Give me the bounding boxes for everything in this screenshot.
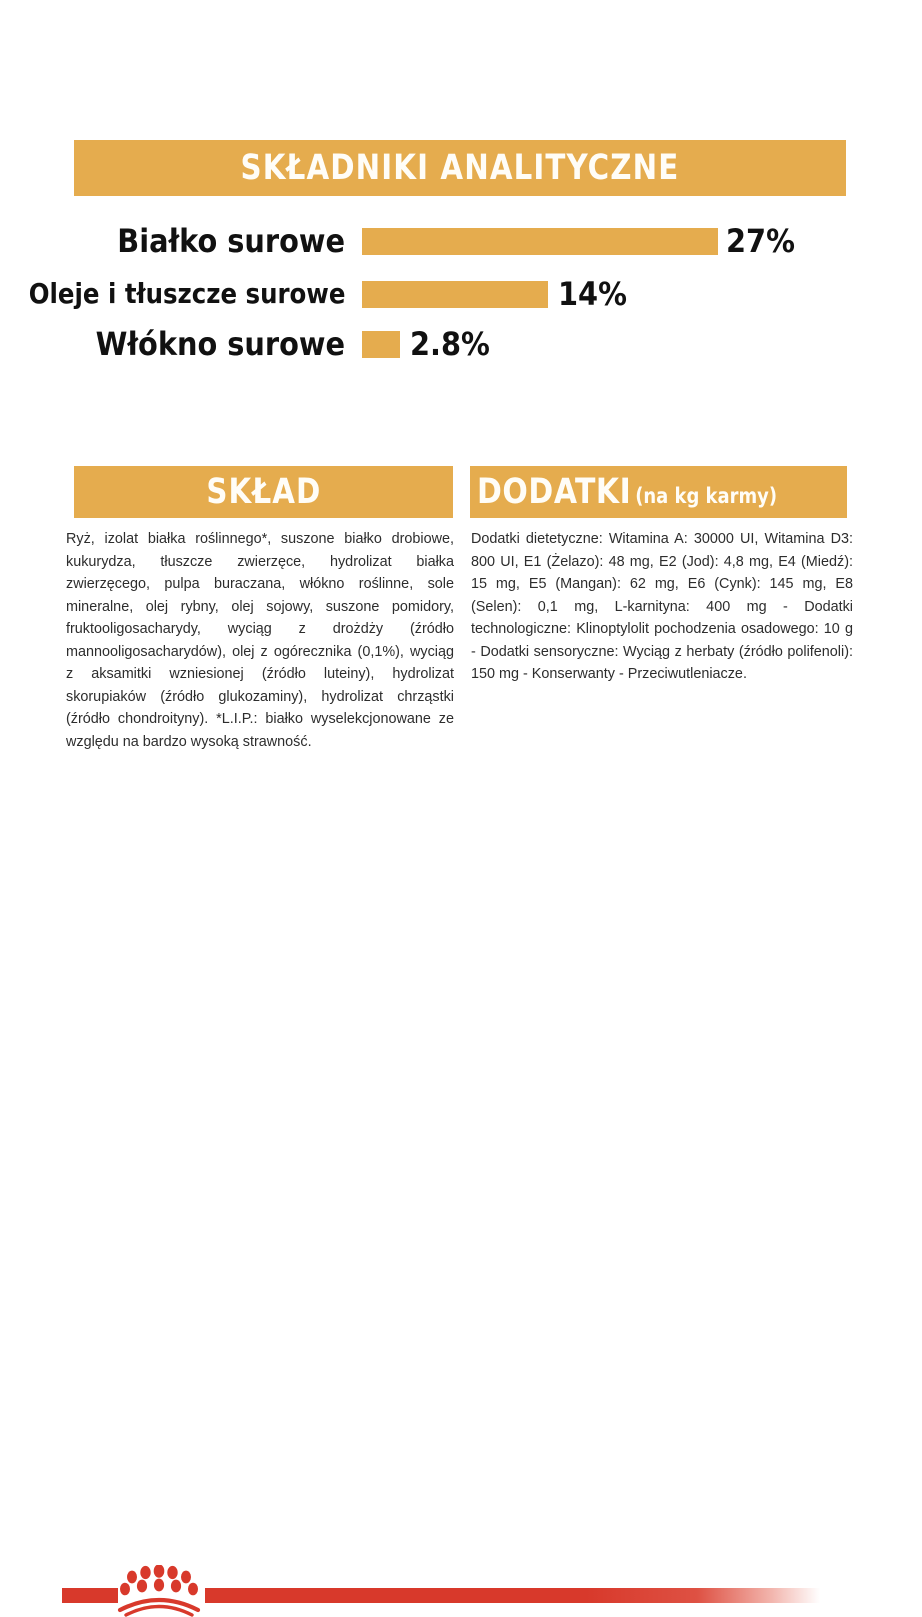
nutrient-value: 14% — [558, 275, 627, 313]
analytical-constituents-banner — [74, 140, 846, 196]
composition-banner — [74, 466, 453, 518]
nutrient-value: 27% — [726, 222, 795, 260]
nutrient-bar — [362, 281, 548, 308]
nutrient-bar — [362, 228, 718, 255]
nutrient-label: Białko surowe — [117, 222, 345, 260]
royal-canin-crown-icon — [116, 1565, 202, 1617]
nutrient-bar-chart — [0, 218, 922, 368]
nutrient-row — [0, 321, 922, 367]
composition-title: SKŁAD — [205, 472, 322, 512]
analytical-constituents-title: SKŁADNIKI ANALITYCZNE — [240, 148, 680, 188]
nutrient-label: Włókno surowe — [95, 325, 345, 363]
additives-title: DODATKI — [477, 472, 632, 512]
nutrient-row — [0, 271, 922, 317]
brand-rule-left-segment — [62, 1588, 118, 1603]
nutrient-label: Oleje i tłuszcze surowe — [28, 277, 345, 310]
additives-body-text: Dodatki dietetyczne: Witamina A: 30000 UI, Witamina D3: 800 UI, E1 (Żelazo): 48 mg, E2 (Jod): 4,8 mg, E4 (Miedź): 15 mg, E5 (Mangan): 62 mg, E6 (Cynk): 145 mg, E8 (Selen): 0,1 mg, L-karnityna: 400 mg - Dodatki technologiczne: Klinoptylolit pochodzenia osadowego: 10 g - Dodatki sensoryczne: Wyciąg z herbaty (źródło polifenoli): 150 mg - Konserwanty - Przeciwutleniacze. — [471, 531, 853, 682]
nutrient-row — [0, 218, 922, 264]
additives-banner — [470, 466, 847, 518]
nutrient-value: 2.8% — [410, 325, 490, 363]
composition-body-text: Ryż, izolat białka roślinnego*, suszone białko drobiowe, kukurydza, tłuszcze zwierzęce, hydrolizat białka zwierzęcego, pulpa buraczana, włókno roślinne, sole mineralne, olej rybny, olej sojowy, suszone pomidory, fruktooligosacharydy, wyciąg z drożdży (źródło mannooligosacharydów), olej z ogórecznika (0,1%), wyciąg z aksamitki wzniesionej (źródło luteiny), hydrolizat skorupiaków (źródło glukozaminy), hydrolizat chrząstki (źródło chondroityny). *L.I.P.: białko wyselekcjonowane ze względu na bardzo wysoką strawność. — [66, 531, 454, 750]
brand-footer — [0, 780, 922, 860]
nutrient-bar — [362, 331, 400, 358]
additives-title-group — [477, 472, 777, 512]
brand-rule-right-segment — [205, 1588, 820, 1603]
additives-subtitle: (na kg karmy) — [635, 484, 778, 508]
